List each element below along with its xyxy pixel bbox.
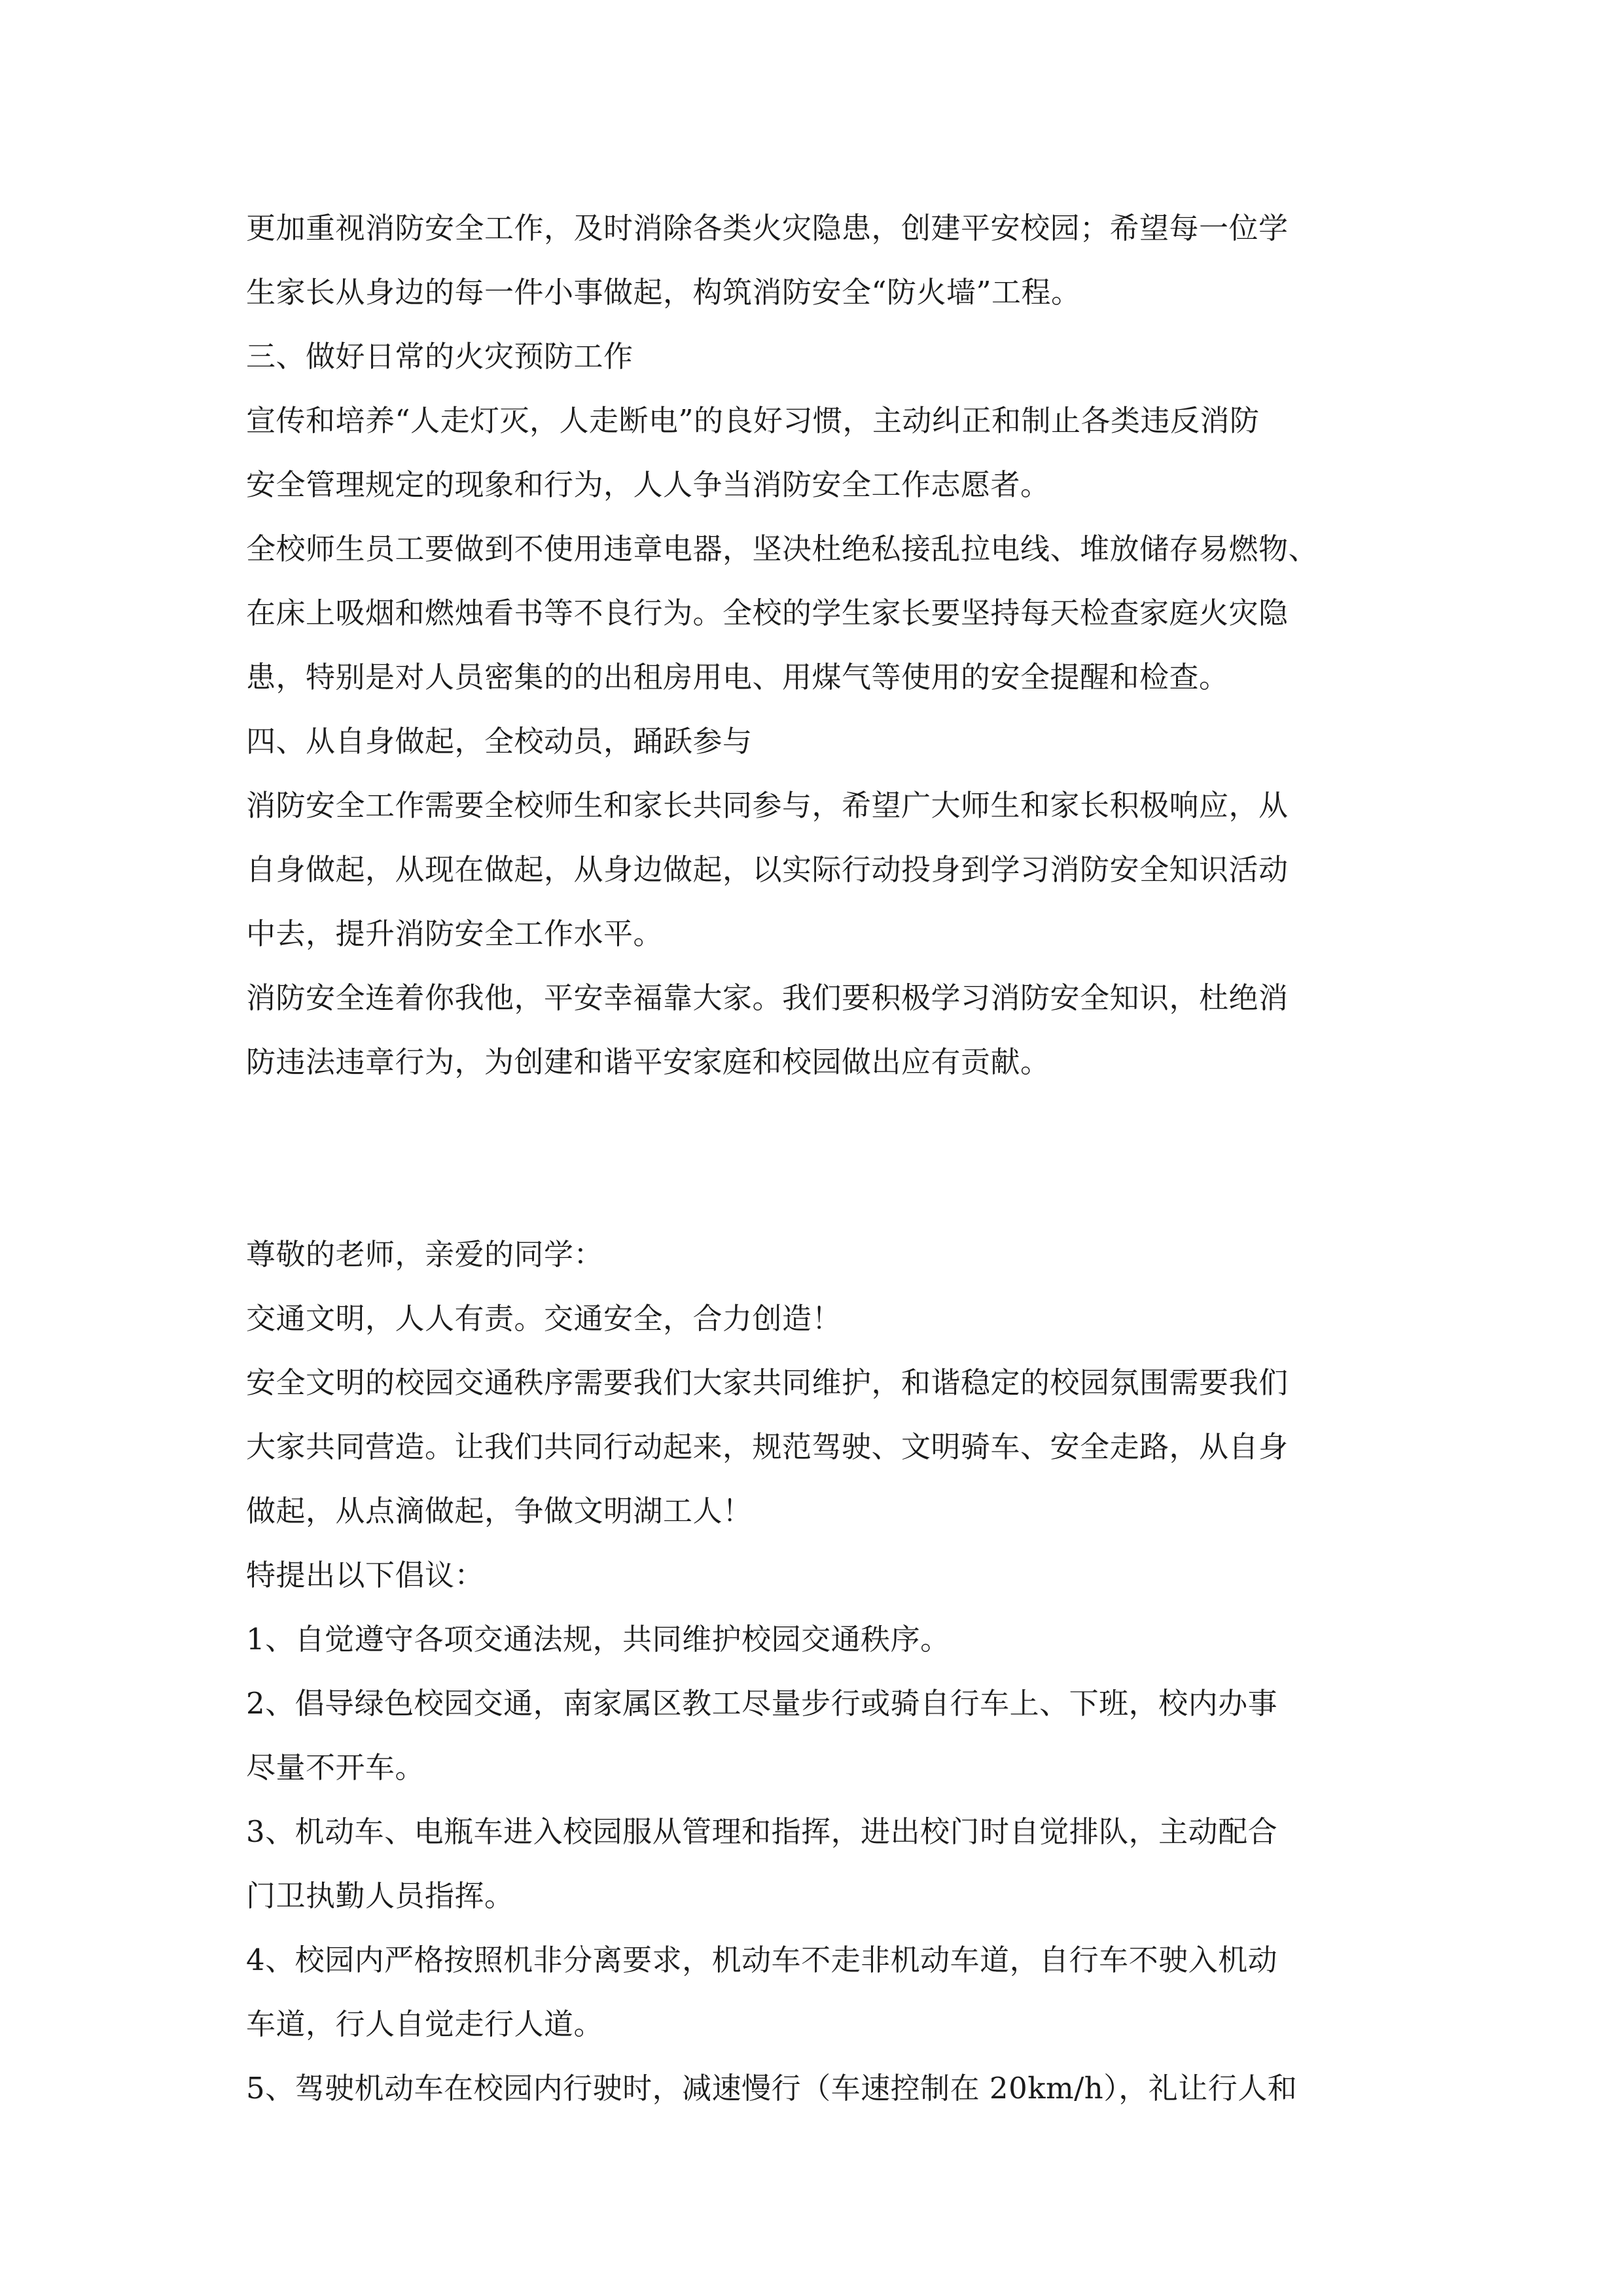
list-item: 1、自觉遵守各项交通法规，共同维护校园交通秩序。 [246, 1622, 950, 1657]
list-item-continued: 门卫执勤人员指挥。 [246, 1878, 514, 1913]
list-item-continued: 尽量不开车。 [246, 1750, 425, 1785]
text-line: 消防安全连着你我他，平安幸福靠大家。我们要积极学习消防安全知识，杜绝消 [246, 980, 1289, 1015]
text-line: 全校师生员工要做到不使用违章电器，坚决杜绝私接乱拉电线、堆放储存易燃物、 [246, 531, 1319, 566]
text-line: 更加重视消防安全工作，及时消除各类火灾隐患，创建平安校园；希望每一位学 [246, 211, 1289, 245]
text-line: 宣传和培养“人走灯灭，人走断电”的良好习惯，主动纠正和制止各类违反消防 [246, 403, 1260, 438]
text-line: 消防安全工作需要全校师生和家长共同参与，希望广大师生和家长积极响应，从 [246, 788, 1289, 823]
text-line: 中去，提升消防安全工作水平。 [246, 916, 664, 951]
list-item: 3、机动车、电瓶车进入校园服从管理和指挥，进出校门时自觉排队，主动配合 [246, 1814, 1278, 1849]
text-line: 安全管理规定的现象和行为，人人争当消防安全工作志愿者。 [246, 467, 1050, 502]
text-line: 特提出以下倡议： [246, 1558, 485, 1592]
slogan: 交通文明，人人有责。交通安全，合力创造！ [246, 1301, 842, 1336]
document-body [246, 196, 1385, 2121]
section-spacer [246, 1094, 1385, 1223]
text-line: 安全文明的校园交通秩序需要我们大家共同维护，和谐稳定的校园氛围需要我们 [246, 1365, 1289, 1400]
list-item: 2、倡导绿色校园交通，南家属区教工尽量步行或骑自行车上、下班，校内办事 [246, 1686, 1278, 1721]
text-line: 自身做起，从现在做起，从身边做起，以实际行动投身到学习消防安全知识活动 [246, 852, 1289, 887]
list-item: 4、校园内严格按照机非分离要求，机动车不走非机动车道，自行车不驶入机动 [246, 1943, 1278, 1977]
section-heading: 三、做好日常的火灾预防工作 [246, 339, 633, 374]
list-item: 5、驾驶机动车在校园内行驶时，减速慢行（车速控制在 20km/h），礼让行人和 [246, 2071, 1298, 2106]
salutation: 尊敬的老师，亲爱的同学： [246, 1237, 604, 1272]
text-line: 防违法违章行为，为创建和谐平安家庭和校园做出应有贡献。 [246, 1045, 1050, 1079]
text-line: 做起，从点滴做起，争做文明湖工人！ [246, 1494, 753, 1528]
text-line: 生家长从身边的每一件小事做起，构筑消防安全“防火墙”工程。 [246, 275, 1081, 310]
section-heading: 四、从自身做起，全校动员，踊跃参与 [246, 724, 753, 759]
list-item-continued: 车道，行人自觉走行人道。 [246, 2007, 604, 2041]
text-line: 大家共同营造。让我们共同行动起来，规范驾驶、文明骑车、安全走路，从自身 [246, 1429, 1289, 1464]
text-line: 在床上吸烟和燃烛看书等不良行为。全校的学生家长要坚持每天检查家庭火灾隐 [246, 596, 1289, 630]
text-line: 患，特别是对人员密集的的出租房用电、用煤气等使用的安全提醒和检查。 [246, 660, 1229, 694]
